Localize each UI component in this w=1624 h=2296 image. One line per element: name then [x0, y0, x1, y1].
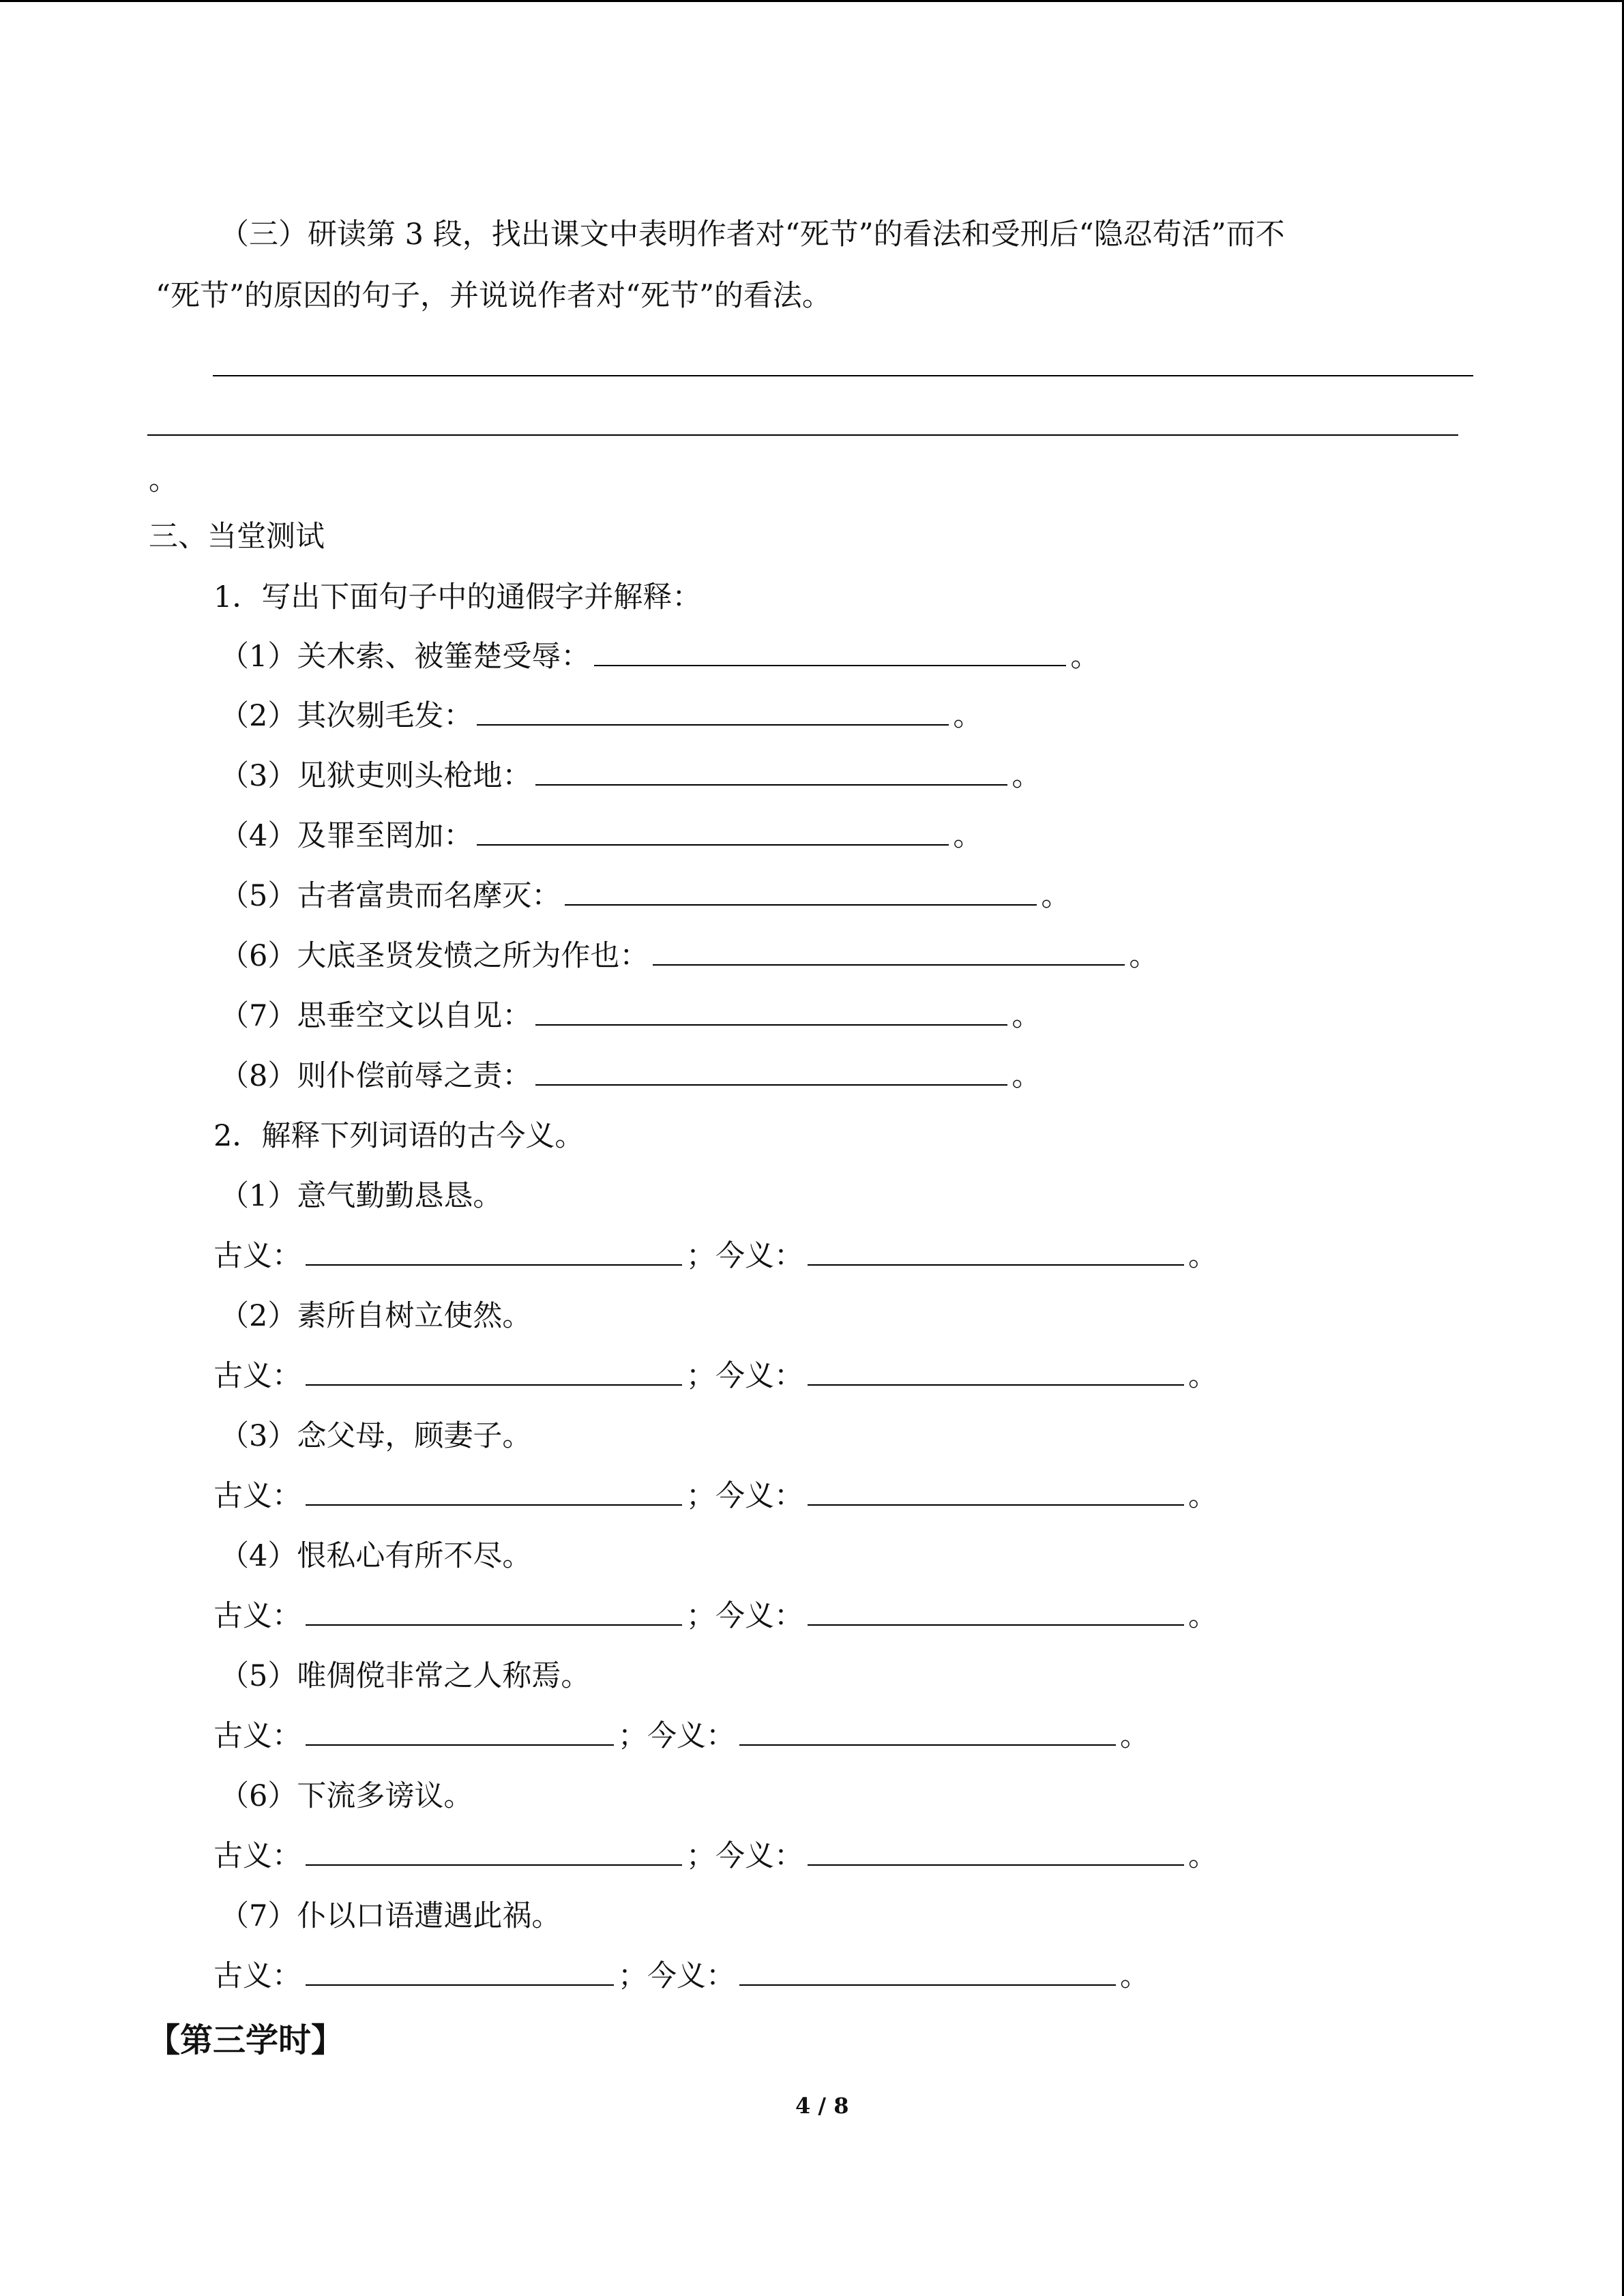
q2-answer-row-7	[213, 1956, 1149, 1997]
semicolon: ；	[686, 1359, 715, 1393]
jin-label: 今义：	[715, 1359, 803, 1393]
jin-answer-blank[interactable]	[808, 1837, 1184, 1866]
q2-item-5: （5）唯倜傥非常之人称焉。	[220, 1659, 591, 1693]
q1-item-label: （7）思垂空文以自见：	[220, 999, 532, 1033]
gu-answer-blank[interactable]	[306, 1357, 682, 1386]
gu-label: 古义：	[213, 1719, 301, 1753]
q1-answer-blank-6[interactable]	[653, 937, 1125, 966]
semicolon: ；	[686, 1239, 715, 1273]
q1-item-label: （8）则仆偿前辱之责：	[220, 1059, 532, 1093]
jin-label: 今义：	[647, 1959, 735, 1993]
q2-answer-row-1	[213, 1236, 1217, 1277]
gu-answer-blank[interactable]	[306, 1597, 682, 1626]
period: 。	[1120, 1719, 1149, 1753]
q1-item-label: （1）关木索、被箠楚受辱：	[220, 640, 591, 674]
q1-item-label: （3）见狱吏则头枪地：	[220, 759, 532, 793]
period: 。	[1188, 1359, 1217, 1393]
jin-answer-blank[interactable]	[739, 1957, 1116, 1986]
q2-answer-row-4	[213, 1596, 1217, 1637]
q2-answer-row-3	[213, 1476, 1217, 1517]
q1-item-1	[220, 636, 1099, 677]
gu-answer-blank[interactable]	[306, 1477, 682, 1506]
q1-title: 1．写出下面句子中的通假字并解释：	[213, 580, 702, 614]
q2-answer-row-6	[213, 1836, 1217, 1877]
q2-item-2: （2）素所自树立使然。	[220, 1299, 532, 1333]
gu-label: 古义：	[213, 1479, 301, 1513]
jin-answer-blank[interactable]	[808, 1477, 1184, 1506]
gu-answer-blank[interactable]	[306, 1837, 682, 1866]
answer-end-mark: 。	[149, 463, 178, 497]
q1-item-6	[220, 936, 1158, 976]
jin-label: 今义：	[715, 1239, 803, 1273]
q1-answer-blank-5[interactable]	[565, 877, 1037, 906]
jin-label: 今义：	[715, 1599, 803, 1633]
test-section-title: 三、当堂测试	[149, 520, 325, 554]
q2-item-6: （6）下流多谤议。	[220, 1779, 473, 1813]
q1-answer-blank-1[interactable]	[594, 638, 1066, 666]
period: 。	[1012, 999, 1042, 1033]
q1-answer-blank-3[interactable]	[535, 757, 1007, 786]
answer-line-2[interactable]	[147, 434, 1458, 436]
gu-label: 古义：	[213, 1239, 301, 1273]
q1-answer-blank-7[interactable]	[535, 997, 1007, 1026]
q1-item-5	[220, 876, 1070, 916]
period: 。	[1041, 879, 1071, 913]
q2-item-4: （4）恨私心有所不尽。	[220, 1539, 532, 1573]
jin-answer-blank[interactable]	[808, 1597, 1184, 1626]
period: 。	[1012, 759, 1042, 793]
q1-item-label: （4）及罪至罔加：	[220, 819, 473, 853]
q1-item-4	[220, 816, 982, 856]
q1-item-label: （6）大底圣贤发愤之所为作也：	[220, 939, 649, 973]
jin-answer-blank[interactable]	[808, 1237, 1184, 1266]
q2-answer-row-2	[213, 1356, 1217, 1397]
period: 。	[1012, 1059, 1042, 1093]
q2-title: 2．解释下列词语的古今义。	[213, 1119, 585, 1153]
period: 。	[1070, 640, 1100, 674]
jin-label: 今义：	[647, 1719, 735, 1753]
q1-item-3	[220, 756, 1041, 796]
period: 。	[1188, 1479, 1217, 1513]
jin-answer-blank[interactable]	[739, 1717, 1116, 1746]
gu-label: 古义：	[213, 1959, 301, 1993]
q1-answer-blank-4[interactable]	[477, 817, 949, 846]
reading-prompt-line2: “死节”的原因的句子，并说说作者对“死节”的看法。	[156, 279, 831, 313]
q1-answer-blank-8[interactable]	[535, 1057, 1007, 1086]
reading-prompt-line1: （三）研读第 3 段，找出课文中表明作者对“死节”的看法和受刑后“隐忍苟活”而不	[220, 218, 1285, 252]
answer-line-1[interactable]	[213, 375, 1473, 376]
gu-answer-blank[interactable]	[306, 1717, 614, 1746]
period: 。	[953, 699, 983, 733]
jin-answer-blank[interactable]	[808, 1357, 1184, 1386]
q1-answer-blank-2[interactable]	[477, 697, 949, 726]
semicolon: ；	[686, 1479, 715, 1513]
q1-item-label: （5）古者富贵而名摩灭：	[220, 879, 561, 913]
q1-item-7	[220, 996, 1041, 1037]
period: 。	[953, 819, 983, 853]
period: 。	[1129, 939, 1159, 973]
q1-item-2	[220, 696, 982, 736]
semicolon: ；	[618, 1959, 647, 1993]
semicolon: ；	[618, 1719, 647, 1753]
semicolon: ；	[686, 1599, 715, 1633]
gu-label: 古义：	[213, 1359, 301, 1393]
q2-item-3: （3）念父母，顾妻子。	[220, 1419, 532, 1453]
gu-label: 古义：	[213, 1599, 301, 1633]
gu-answer-blank[interactable]	[306, 1237, 682, 1266]
gu-answer-blank[interactable]	[306, 1957, 614, 1986]
q1-item-label: （2）其次剔毛发：	[220, 699, 473, 733]
period: 。	[1188, 1599, 1217, 1633]
jin-label: 今义：	[715, 1479, 803, 1513]
q2-item-7: （7）仆以口语遭遇此祸。	[220, 1899, 561, 1933]
q2-answer-row-5	[213, 1716, 1149, 1757]
period: 。	[1188, 1239, 1217, 1273]
period: 。	[1120, 1959, 1149, 1993]
semicolon: ；	[686, 1839, 715, 1873]
next-session-heading: 【第三学时】	[147, 2021, 344, 2059]
page-number: 4 / 8	[795, 2093, 849, 2119]
q2-item-1: （1）意气勤勤恳恳。	[220, 1179, 503, 1213]
gu-label: 古义：	[213, 1839, 301, 1873]
jin-label: 今义：	[715, 1839, 803, 1873]
q1-item-8	[220, 1056, 1041, 1097]
period: 。	[1188, 1839, 1217, 1873]
